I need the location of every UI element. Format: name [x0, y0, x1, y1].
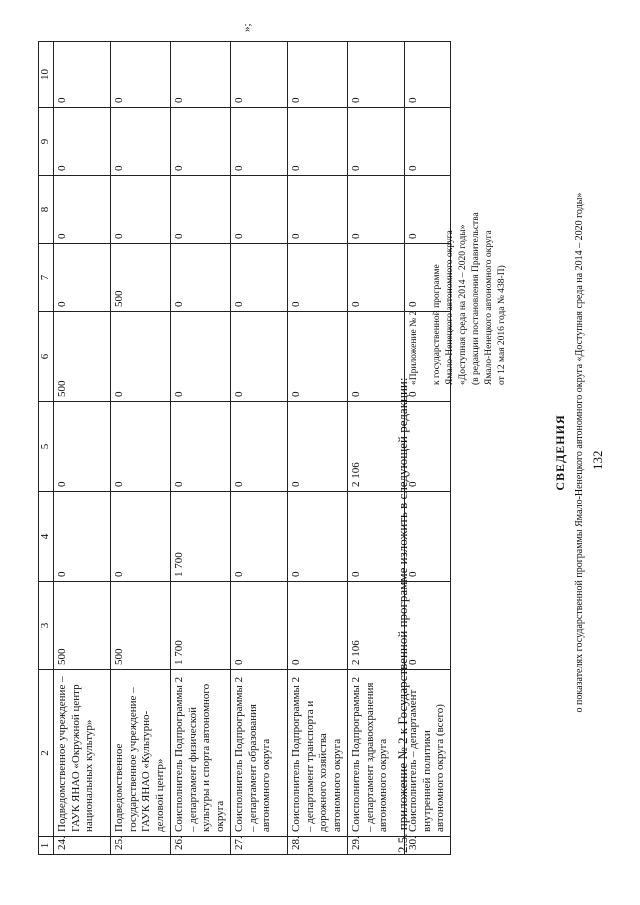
value-cell: 0 [404, 582, 450, 670]
value-cell: 0 [110, 176, 170, 244]
value-cell: 0 [287, 492, 347, 582]
value-cell: 0 [404, 244, 450, 312]
value-cell: 500 [53, 582, 110, 670]
appendix-line: к государственной программе [432, 264, 442, 385]
table-row [53, 42, 110, 855]
row-number: 27. [230, 837, 287, 855]
header-cell: 4 [39, 492, 54, 582]
header-cell: 5 [39, 402, 54, 492]
value-cell: 0 [287, 176, 347, 244]
table-row [230, 42, 287, 855]
value-cell: 0 [170, 312, 230, 402]
value-cell: 0 [110, 42, 170, 108]
value-cell: 0 [110, 108, 170, 176]
appendix-line: «Доступная среда на 2014 – 2020 годы» [458, 224, 468, 385]
header-cell: 3 [39, 582, 54, 670]
table-row [287, 42, 347, 855]
row-name: Подведомственное государственное учреждение – ГАУК ЯНАО «Культурно-деловой центр» [110, 670, 170, 837]
value-cell: 0 [347, 492, 404, 582]
value-cell: 0 [53, 244, 110, 312]
value-cell: 0 [53, 402, 110, 492]
value-cell: 0 [110, 492, 170, 582]
value-cell: 0 [110, 402, 170, 492]
value-cell: 0 [287, 582, 347, 670]
value-cell: 2 106 [347, 582, 404, 670]
value-cell: 0 [230, 582, 287, 670]
value-cell: 0 [404, 402, 450, 492]
value-cell: 0 [230, 108, 287, 176]
header-cell: 7 [39, 244, 54, 312]
value-cell: 0 [347, 42, 404, 108]
value-cell: 0 [230, 492, 287, 582]
closing-quote-mark: »; [241, 23, 253, 32]
row-name: Соисполнитель Подпрограммы 2 – департамент транспорта и дорожного хозяйства автономного округа [287, 670, 347, 837]
section-heading: 2.5. приложение № 2 к Государственной программе изложить в следующей редакции: [395, 377, 410, 853]
row-number: 25. [110, 837, 170, 855]
row-number: 30. [404, 837, 450, 855]
value-cell: 0 [287, 244, 347, 312]
value-cell: 0 [53, 108, 110, 176]
appendix-line: Ямало-Ненецкого автономного округа [445, 230, 455, 385]
header-cell: 1 [39, 837, 54, 855]
value-cell: 0 [287, 108, 347, 176]
row-name: Соисполнитель – департамент внутренней политики автономного округа (всего) [404, 670, 450, 837]
row-number: 24. [53, 837, 110, 855]
value-cell: 0 [404, 108, 450, 176]
value-cell: 0 [53, 492, 110, 582]
value-cell: 1 700 [170, 492, 230, 582]
appendix-reference [408, 40, 509, 385]
value-cell: 0 [347, 108, 404, 176]
table-header-row [39, 42, 54, 855]
row-number: 26. [170, 837, 230, 855]
value-cell: 0 [170, 402, 230, 492]
table-row [110, 42, 170, 855]
indicators-table [38, 41, 451, 855]
row-name: Подведомственное учреждение – ГАУК ЯНАО «Окружной центр национальных культур» [53, 670, 110, 837]
row-name: Соисполнитель Подпрограммы 2 – департамент физической культуры и спорта автономного округа [170, 670, 230, 837]
value-cell: 0 [347, 176, 404, 244]
value-cell: 0 [287, 42, 347, 108]
value-cell: 0 [230, 244, 287, 312]
header-cell: 6 [39, 312, 54, 402]
value-cell: 0 [170, 108, 230, 176]
svedeniya-subtitle: о показателях государственной программы Ямало-Ненецкого автономного округа «Доступная среда на 2014 – 2020 годы» [574, 192, 585, 713]
value-cell: 0 [404, 176, 450, 244]
value-cell: 0 [110, 312, 170, 402]
value-cell: 0 [404, 42, 450, 108]
value-cell: 0 [230, 42, 287, 108]
value-cell: 0 [53, 42, 110, 108]
value-cell: 0 [230, 176, 287, 244]
table-row [170, 42, 230, 855]
page-number: 132 [590, 450, 605, 470]
header-cell: 9 [39, 108, 54, 176]
appendix-line: Ямало-Ненецкого автономного округа [484, 230, 494, 385]
value-cell: 0 [170, 244, 230, 312]
value-cell: 500 [110, 244, 170, 312]
value-cell: 0 [170, 176, 230, 244]
value-cell: 1 700 [170, 582, 230, 670]
value-cell: 0 [404, 492, 450, 582]
value-cell: 0 [230, 402, 287, 492]
value-cell: 0 [404, 312, 450, 402]
row-name: Соисполнитель Подпрограммы 2 – департамент здравоохранения автономного округа [347, 670, 404, 837]
appendix-title: «Приложение № 2 [409, 310, 419, 385]
value-cell: 0 [53, 176, 110, 244]
svedeniya-title: СВЕДЕНИЯ [553, 414, 567, 491]
header-cell: 2 [39, 670, 54, 837]
value-cell: 0 [347, 312, 404, 402]
value-cell: 500 [53, 312, 110, 402]
value-cell: 0 [170, 42, 230, 108]
header-cell: 8 [39, 176, 54, 244]
appendix-line: от 12 мая 2016 года № 438-П) [497, 265, 507, 385]
row-name: Соисполнитель Подпрограммы 2 – департамент образования автономного округа [230, 670, 287, 837]
value-cell: 2 106 [347, 402, 404, 492]
value-cell: 0 [347, 244, 404, 312]
appendix-line: (в редакции постановления Правительства [471, 212, 481, 385]
header-cell: 10 [39, 42, 54, 108]
row-number: 29. [347, 837, 404, 855]
value-cell: 500 [110, 582, 170, 670]
value-cell: 0 [230, 312, 287, 402]
value-cell: 0 [287, 312, 347, 402]
row-number: 28. [287, 837, 347, 855]
value-cell: 0 [287, 402, 347, 492]
